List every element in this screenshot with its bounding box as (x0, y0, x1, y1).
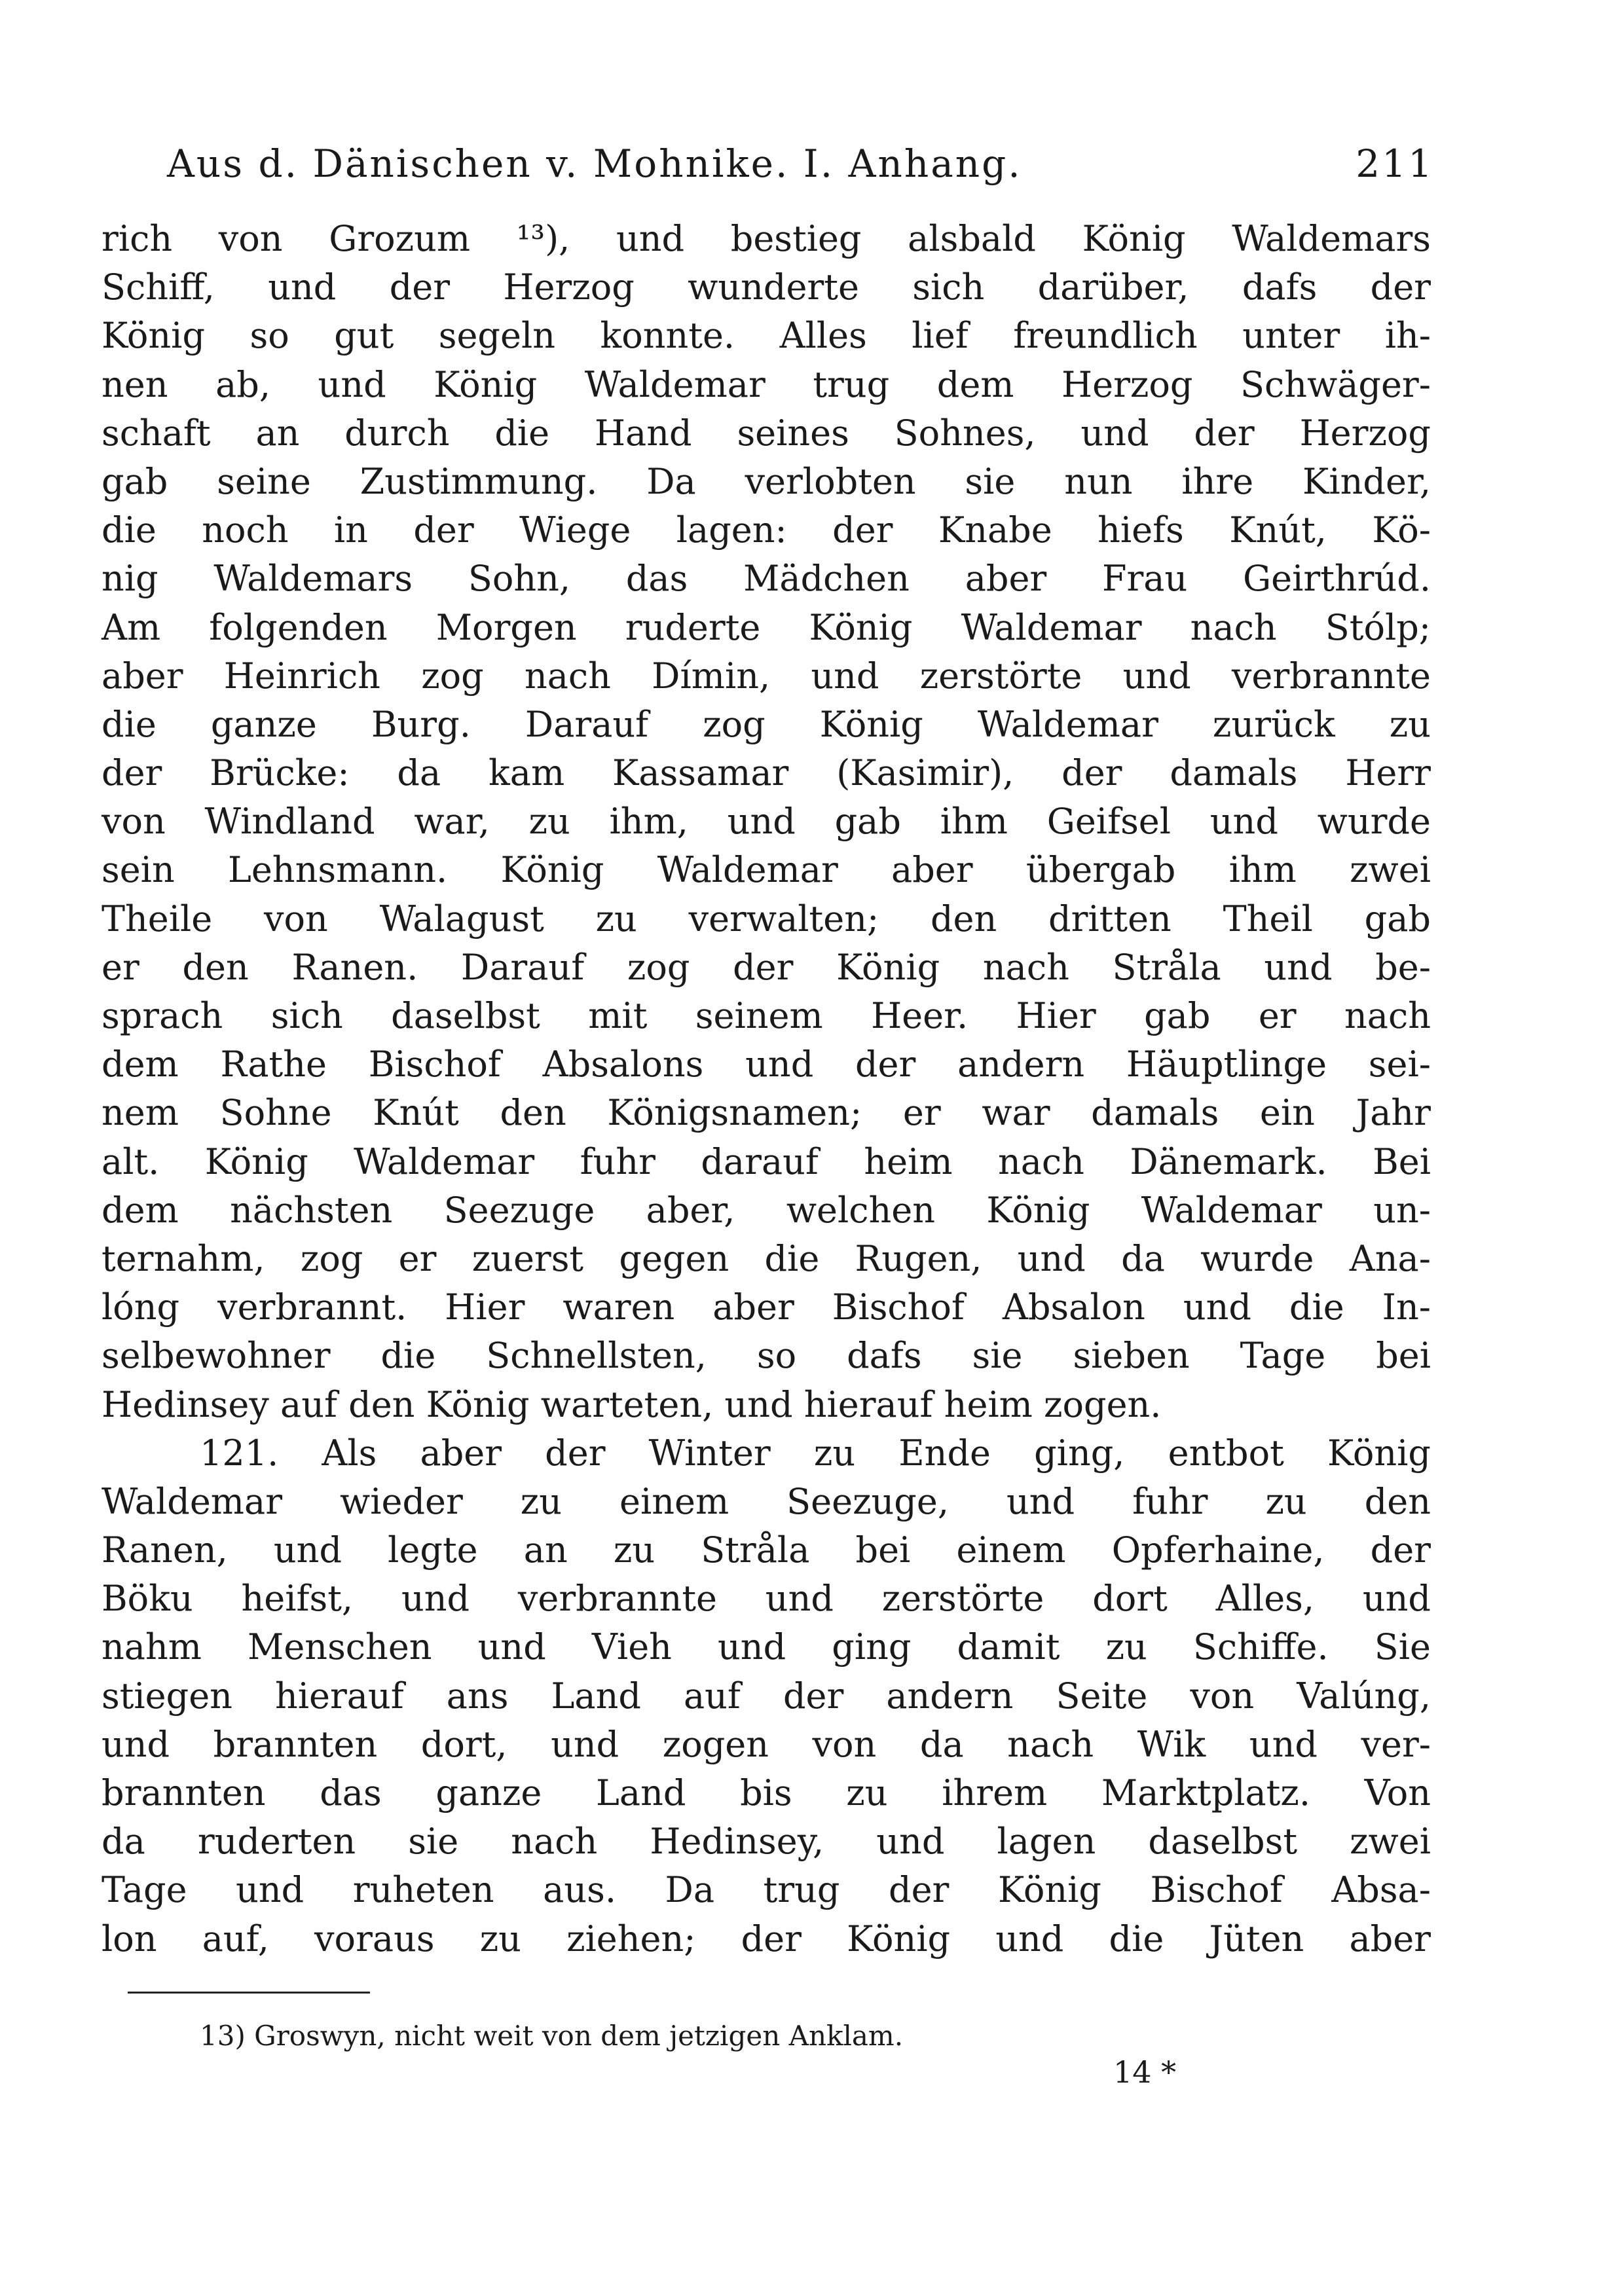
text-line: er den Ranen. Darauf zog der König nach Stråla und be- (101, 946, 1431, 988)
text-line: Waldemar wieder zu einem Seezuge, und fuhr zu den (101, 1480, 1431, 1522)
text-line: 121. Als aber der Winter zu Ende ging, entbot König (200, 1432, 1431, 1474)
text-line: brannten das ganze Land bis zu ihrem Marktplatz. Von (101, 1772, 1431, 1813)
text-line: Tage und ruheten aus. Da trug der König Bischof Absa- (101, 1869, 1431, 1911)
text-line: dem nächsten Seezuge aber, welchen König Waldemar un- (101, 1189, 1431, 1231)
text-line: nem Sohne Knút den Königsnamen; er war damals ein Jahr (101, 1092, 1431, 1134)
text-line: nahm Menschen und Vieh und ging damit zu Schiffe. Sie (101, 1626, 1431, 1668)
text-line: dem Rathe Bischof Absalons und der andern Häuptlinge sei- (101, 1044, 1431, 1085)
running-head (167, 137, 1434, 190)
text-line: und brannten dort, und zogen von da nach Wik und ver- (101, 1723, 1431, 1765)
text-line: da ruderten sie nach Hedinsey, und lagen daselbst zwei (101, 1821, 1431, 1863)
signature-mark: 14 * (1113, 2054, 1177, 2090)
text-line: der Brücke: da kam Kassamar (Kasimir), der damals Herr (101, 752, 1431, 794)
text-line: sprach sich daselbst mit seinem Heer. Hier gab er nach (101, 995, 1431, 1036)
footnote: 13) Groswyn, nicht weit von dem jetzigen Anklam. (200, 2020, 904, 2052)
text-line: rich von Grozum ¹³), und bestieg alsbald König Waldemars (101, 218, 1431, 259)
text-line: sein Lehnsmann. König Waldemar aber übergab ihm zwei (101, 849, 1431, 891)
page-number: 211 (1356, 141, 1434, 186)
text-line: die ganze Burg. Darauf zog König Waldemar zurück zu (101, 703, 1431, 745)
text-line: stiegen hierauf ans Land auf der andern Seite von Valúng, (101, 1675, 1431, 1717)
text-line: nig Waldemars Sohn, das Mädchen aber Frau Geirthrúd. (101, 558, 1431, 600)
text-line: Am folgenden Morgen ruderte König Waldemar nach Stólp; (101, 606, 1431, 648)
text-line: von Windland war, zu ihm, und gab ihm Geifsel und wurde (101, 801, 1431, 843)
text-line: aber Heinrich zog nach Dímin, und zerstörte und verbrannte (101, 655, 1431, 697)
text-line: die noch in der Wiege lagen: der Knabe hiefs Knút, Kö- (101, 509, 1431, 551)
text-line: ternahm, zog er zuerst gegen die Rugen, und da wurde Ana- (101, 1237, 1431, 1279)
text-line: König so gut segeln konnte. Alles lief freundlich unter ih- (101, 315, 1431, 357)
text-line: lóng verbrannt. Hier waren aber Bischof Absalon und die In- (101, 1286, 1431, 1328)
running-head-title: Aus d. Dänischen v. Mohnike. I. Anhang. (167, 141, 1022, 186)
text-line: gab seine Zustimmung. Da verlobten sie nun ihre Kinder, (101, 460, 1431, 502)
text-line: Ranen, und legte an zu Stråla bei einem Opferhaine, der (101, 1529, 1431, 1571)
text-line: Schiff, und der Herzog wunderte sich darüber, dafs der (101, 266, 1431, 308)
text-line: Hedinsey auf den König warteten, und hierauf heim zogen. (101, 1383, 1162, 1425)
body-text (101, 215, 1431, 1963)
text-line: Böku heifst, und verbrannte und zerstörte dort Alles, und (101, 1578, 1431, 1620)
text-line: lon auf, voraus zu ziehen; der König und die Jüten aber (101, 1918, 1431, 1959)
text-line: alt. König Waldemar fuhr darauf heim nach Dänemark. Bei (101, 1140, 1431, 1182)
text-line: selbewohner die Schnellsten, so dafs sie sieben Tage bei (101, 1335, 1431, 1377)
text-line: nen ab, und König Waldemar trug dem Herzog Schwäger- (101, 363, 1431, 405)
text-line: Theile von Walagust zu verwalten; den dritten Theil gab (101, 898, 1431, 939)
text-line: schaft an durch die Hand seines Sohnes, und der Herzog (101, 412, 1431, 454)
footnote-rule (128, 1992, 370, 1994)
